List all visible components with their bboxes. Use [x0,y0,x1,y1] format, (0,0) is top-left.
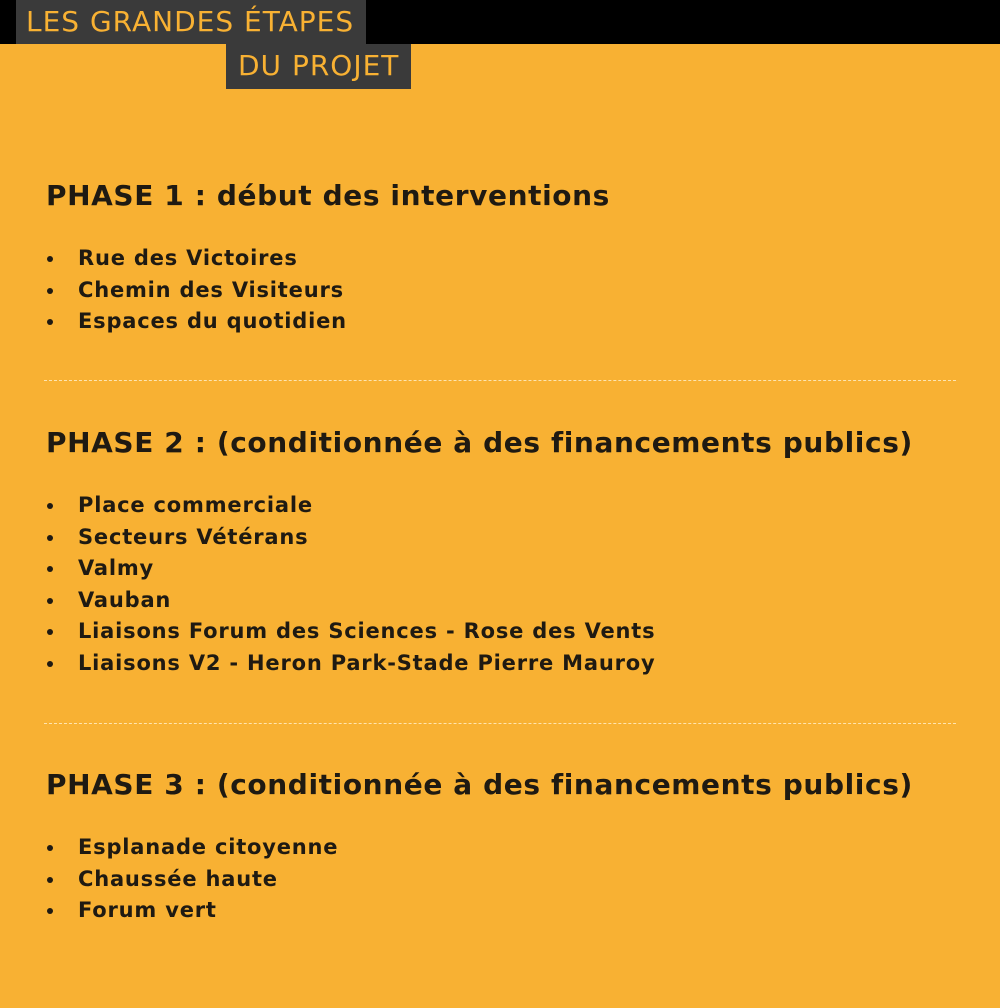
list-item: Liaisons V2 - Heron Park-Stade Pierre Mauroy [46,648,966,680]
list-item: Forum vert [46,895,966,927]
page-title-line-2: DU PROJET [226,44,411,89]
list-item: Secteurs Vétérans [46,522,966,554]
list-item: Chaussée haute [46,864,966,896]
list-item: Valmy [46,553,966,585]
list-item: Rue des Victoires [46,243,966,275]
phase-1-section [46,179,966,338]
divider [44,380,956,381]
list-item: Espaces du quotidien [46,306,966,338]
phase-1-title: PHASE 1 : début des interventions [46,179,610,212]
phase-3-list [46,832,966,927]
phase-1-list [46,243,966,338]
list-item: Vauban [46,585,966,617]
phase-2-title: PHASE 2 : (conditionnée à des financements publics) [46,426,913,459]
list-item: Esplanade citoyenne [46,832,966,864]
phase-2-list [46,490,966,680]
phase-2-section [46,426,966,680]
page-title-line-1: LES GRANDES ÉTAPES [16,0,366,44]
phase-3-title: PHASE 3 : (conditionnée à des financements publics) [46,768,913,801]
list-item: Place commerciale [46,490,966,522]
list-item: Chemin des Visiteurs [46,275,966,307]
list-item: Liaisons Forum des Sciences - Rose des Vents [46,616,966,648]
phase-3-section [46,768,966,927]
divider [44,723,956,724]
